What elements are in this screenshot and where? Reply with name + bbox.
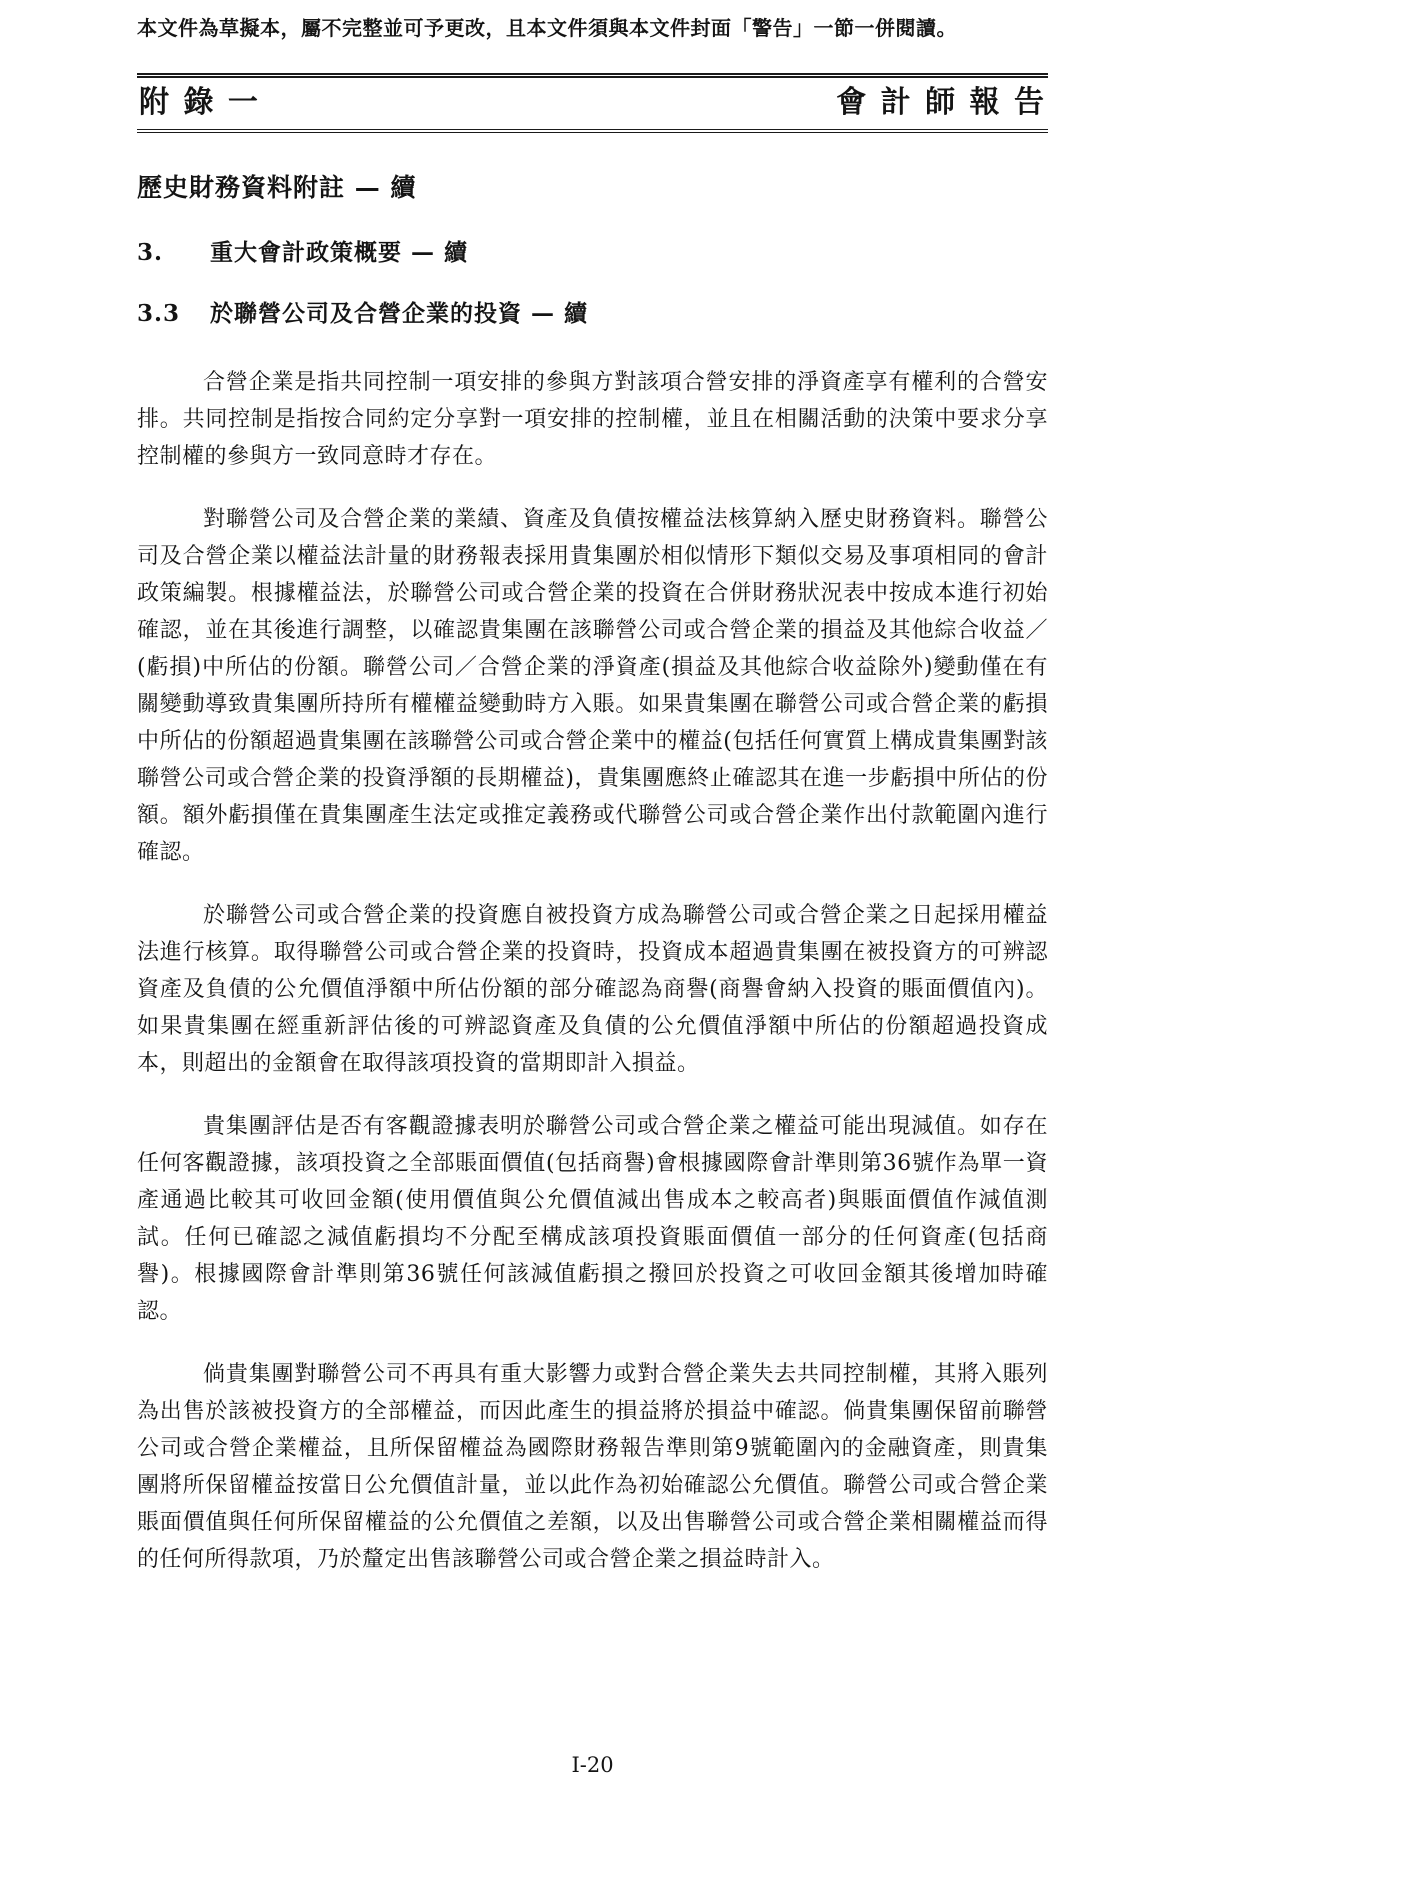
draft-disclaimer-text: 本文件為草擬本，屬不完整並可予更改，且本文件須與本文件封面「警告」一節一併閱讀。 — [137, 16, 957, 40]
paragraph-loss-of-influence: 倘貴集團對聯營公司不再具有重大影響力或對合營企業失去共同控制權，其將入賬列為出售於該被投資方的全部權益，而因此產生的損益將於損益中確認。倘貴集團保留前聯營公司或合營企業權益，且所保留權益為國際財務報告準則第9號範圍內的金融資產，則貴集團將所保留權益按當日公允價值計量，並以此作為初始確認公允價值。聯營公司或合營企業賬面價值與任何所保留權益的公允價值之差額，以及出售聯營公司或合營企業相關權益而得的任何所得款項，乃於釐定出售該聯營公司或合營企業之損益時計入。 — [137, 1362, 1049, 1572]
heading-3-3-title: 於聯營公司及合營企業的投資 — 續 — [210, 300, 589, 327]
body-text — [137, 364, 1048, 1578]
header-appendix-label: 附 錄 一 — [139, 85, 260, 120]
heading-3-title: 重大會計政策概要 — 續 — [210, 239, 469, 266]
page-header-band — [137, 73, 1048, 133]
page-number: I-20 — [571, 1753, 614, 1777]
notes-section-title: 歷史財務資料附註 — 續 — [137, 173, 417, 202]
heading-3-3 — [137, 300, 1048, 328]
paragraph-equity-method: 對聯營公司及合營企業的業績、資產及負債按權益法核算納入歷史財務資料。聯營公司及合營企業以權益法計量的財務報表採用貴集團於相似情形下類似交易及事項相同的會計政策編製。根據權益法，於聯營公司或合營企業的投資在合併財務狀況表中按成本進行初始確認，並在其後進行調整，以確認貴集團在該聯營公司或合營企業的損益及其他綜合收益／(虧損)中所佔的份額。聯營公司／合營企業的淨資產(損益及其他綜合收益除外)變動僅在有關變動導致貴集團所持所有權權益變動時方入賬。如果貴集團在聯營公司或合營企業的虧損中所佔的份額超過貴集團在該聯營公司或合營企業中的權益(包括任何實質上構成貴集團對該聯營公司或合營企業的投資淨額的長期權益)，貴集團應終止確認其在進一步虧損中所佔的份額。額外虧損僅在貴集團產生法定或推定義務或代聯營公司或合營企業作出付款範圍內進行確認。 — [137, 507, 1048, 865]
heading-3-3-number: 3.3 — [137, 300, 181, 327]
header-report-label: 會 計 師 報 告 — [836, 85, 1046, 120]
page-content — [137, 0, 1048, 1578]
paragraph-joint-venture-definition: 合營企業是指共同控制一項安排的參與方對該項合營安排的淨資產享有權利的合營安排。共同控制是指按合同約定分享對一項安排的控制權，並且在相關活動的決策中要求分享控制權的參與方一致同意時才存在。 — [137, 370, 1048, 469]
paragraph-goodwill-on-acquisition: 於聯營公司或合營企業的投資應自被投資方成為聯營公司或合營企業之日起採用權益法進行核算。取得聯營公司或合營企業的投資時，投資成本超過貴集團在被投資方的可辨認資產及負債的公允價值淨額中所佔份額的部分確認為商譽(商譽會納入投資的賬面價值內)。如果貴集團在經重新評估後的可辨認資產及負債的公允價值淨額中所佔的份額超過投資成本，則超出的金額會在取得該項投資的當期即計入損益。 — [137, 903, 1048, 1076]
heading-3 — [137, 239, 1048, 267]
heading-3-number: 3. — [137, 239, 164, 266]
paragraph-impairment-assessment: 貴集團評估是否有客觀證據表明於聯營公司或合營企業之權益可能出現減值。如存在任何客觀證據，該項投資之全部賬面價值(包括商譽)會根據國際會計準則第36號作為單一資產通過比較其可收回金額(使用價值與公允價值減出售成本之較高者)與賬面價值作減值測試。任何已確認之減值虧損均不分配至構成該項投資賬面價值一部分的任何資產(包括商譽)。根據國際會計準則第36號任何該減值虧損之撥回於投資之可收回金額其後增加時確認。 — [137, 1114, 1048, 1324]
